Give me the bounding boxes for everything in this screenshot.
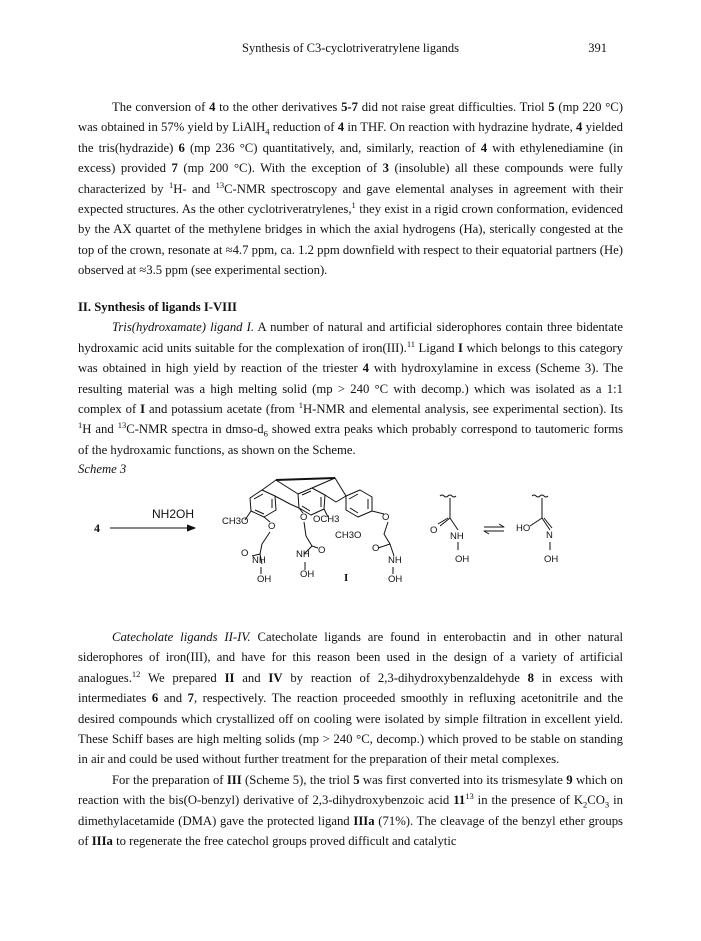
scheme-3-figure — [94, 484, 620, 602]
amide-nh: NH — [388, 555, 402, 566]
compound-ref: 4 — [576, 120, 583, 135]
compound-ref: IV — [268, 670, 283, 685]
compound-ref: 4 — [362, 361, 369, 376]
wavy-bond — [440, 495, 456, 497]
paragraph-catecholate: Catecholate ligands II-IV. Catecholate ligands are found in enterobactin and in other natural siderophores of iron(III), and have for this reason been used in the design of a variety of artificial analogues.$^{12}$ We prepared II and IV by reaction of 2,3-dihydroxybenzaldehyde 8 in excess with intermediates 6 and 7, respectively. The reaction proceeded smoothly in refluxing acetonitrile and the desired compounds which crystallized off on cooling were isolated by simple filtration in excellent yield. These Schiff bases are high melting solids (mp > 240 °C, decomp.) which proved to be stable on standing in air and could be used without further treatment for the preparation of their metal complexes. For the preparation of III (Scheme 5), the triol 5 was first converted into its trismesylate 9 which on reaction with the bis(O-benzyl) derivative of 2,3-dihydroxybenzoic acid $11^{13}$ in the presence of $K_2CO_3$ in dimethylacetamide (DMA) gave the protected ligand IIIa (71%). The cleavage of the benzyl ether groups of IIIa to regenerate the free catechol groups proved difficult and catalytic — [78, 627, 623, 851]
paragraph-preparation-III: For the preparation of III (Scheme 5), the triol 5 was first converted into its trismesylate 9 which on reaction with the bis(O-benzyl) derivative of 2,3-dihydroxybenzoic acid $11^{13}$ in the presence of $K_2CO_3$ in dimethylacetamide (DMA) gave the protected ligand IIIa (71%). The cleavage of the benzyl ether groups of IIIa to regenerate the free catechol groups proved difficult and catalytic — [78, 772, 623, 849]
compound-ref: 6 — [151, 691, 159, 706]
carbonyl-oxygen: O — [318, 545, 326, 556]
section-synthesis — [78, 297, 623, 460]
reaction-arrowhead — [187, 525, 195, 531]
tautomer-enol — [530, 498, 550, 550]
ether-oxygen: O — [382, 512, 390, 523]
product-label: I — [344, 572, 349, 584]
compound-ref: IIIa — [91, 834, 113, 849]
running-head: Synthesis of C3-cyclotriveratrylene ligands — [242, 41, 459, 55]
paragraph-hydroxamate: Tris(hydroxamate) ligand I. A number of natural and artificial siderophores contain three bidentate hydroxamic acid units suitable for the complexation of iron(III).$^{11}$ Ligand I which belongs to this category was obtained in high yield by reaction of the triester 4 with hydroxylamine in excess (Scheme 3). The resulting material was a high melting solid (mp > 240 °C with decomp.) which was isolated as a 1:1 complex of I and potassium acetate (from $^1$H-NMR and elemental analysis, see experimental section). Its $^1$H and $^{13}$C-NMR spectra in dmso-$d_6$ showed extra peaks which probably correspond to tautomeric forms of the hydroxamic functions, as shown on the Scheme. — [78, 320, 624, 457]
methoxy-label: OCH3 — [313, 514, 340, 525]
hydroxamate-arm-right — [378, 522, 394, 556]
hydroxyl-label: OH — [257, 574, 272, 585]
methoxy-label: CH3O — [222, 516, 249, 527]
compound-ref: 8 — [527, 670, 535, 685]
hydroxyl-label: OH — [544, 554, 559, 565]
methoxy-label: CH3O — [335, 530, 362, 541]
compound-ref: 4 — [209, 100, 216, 114]
hydroxyl-label: OH — [455, 554, 470, 565]
page-header — [0, 41, 701, 61]
amide-nh: NH — [296, 549, 310, 560]
carbonyl-oxygen: O — [430, 525, 438, 536]
citation: 13 — [465, 791, 474, 802]
imine-n: N — [546, 530, 553, 541]
reagent-label: NH2OH — [152, 507, 195, 521]
reactant-number: 4 — [94, 521, 100, 535]
carbonyl-oxygen: O — [241, 548, 249, 559]
hydroxyl-label: OH — [300, 569, 315, 580]
compound-ref: 9 — [566, 772, 573, 787]
citation: 12 — [131, 668, 141, 679]
enol-hydroxyl: HO — [516, 523, 531, 534]
citation: 1 — [351, 199, 356, 210]
scheme-label: Scheme 3 — [78, 462, 127, 476]
compound-ref: II — [224, 670, 235, 685]
compound-ref: I — [458, 340, 463, 355]
tautomer-keto — [440, 498, 458, 550]
compound-ref: 6 — [178, 140, 185, 155]
equilibrium-arrows — [484, 524, 504, 534]
compound-ref: IIIa — [353, 813, 375, 828]
ether-oxygen: O — [300, 512, 308, 523]
compound-ref: 5 — [548, 100, 555, 114]
paragraph-subhead: Catecholate ligands II-IV. — [112, 630, 251, 644]
compound-ref: 4 — [480, 140, 488, 155]
hydroxyl-label: OH — [388, 574, 403, 585]
compound-ref: 5-7 — [341, 100, 358, 114]
page-number: 391 — [588, 41, 607, 55]
compound-ref: I — [140, 402, 146, 417]
citation: 11 — [406, 338, 415, 349]
compound-ref: 5 — [353, 772, 360, 787]
ether-oxygen: O — [268, 521, 276, 532]
compound-ref: III — [226, 772, 242, 787]
methylene-bridges — [262, 478, 346, 508]
compound-ref: 3 — [382, 161, 389, 176]
compound-ref: 7 — [187, 691, 194, 706]
amide-nh: NH — [450, 531, 464, 542]
paragraph-subhead: Tris(hydroxamate) ligand I. — [112, 320, 255, 335]
wavy-bond — [532, 495, 548, 497]
compound-ref: 7 — [171, 161, 178, 176]
section-heading: II. Synthesis of ligands I-VIII — [78, 300, 237, 314]
carbonyl-oxygen: O — [372, 543, 380, 554]
amide-nh: NH — [252, 555, 266, 566]
compound-ref: 4 — [337, 120, 345, 135]
compound-ref: 11 — [453, 793, 466, 808]
paragraph-conversion: The conversion of 4 to the other derivatives 5-7 did not raise great difficulties. Triol 5 (mp 220 °C) was obtained in 57% yield by LiAlH$_4$ reduction of 4 in THF. On reaction with hydrazine hydrate, 4 yielded the tris(hydrazide) 6 (mp 236 °C) quantitatively, and, similarly, reaction of 4 with ethylenediamine (in excess) provided 7 (mp 200 °C). With the exception of 3 (insoluble) all these compounds were fully characterized by $^1$H- and $^{13}$C-NMR spectroscopy and gave elemental analyses in agreement with their expected structures. As the other cyclotriveratrylenes,$^1$ they exist in a rigid crown conformation, evidenced by the AX quartet of the methylene bridges in which the axial hydrogens (Ha), sterically congested at the top of the crown, resonate at ≈4.7 ppm, ca. 1.2 ppm downfield with respect to their equatorial partners (He) observed at ≈3.5 ppm (see experimental section). — [78, 100, 623, 278]
